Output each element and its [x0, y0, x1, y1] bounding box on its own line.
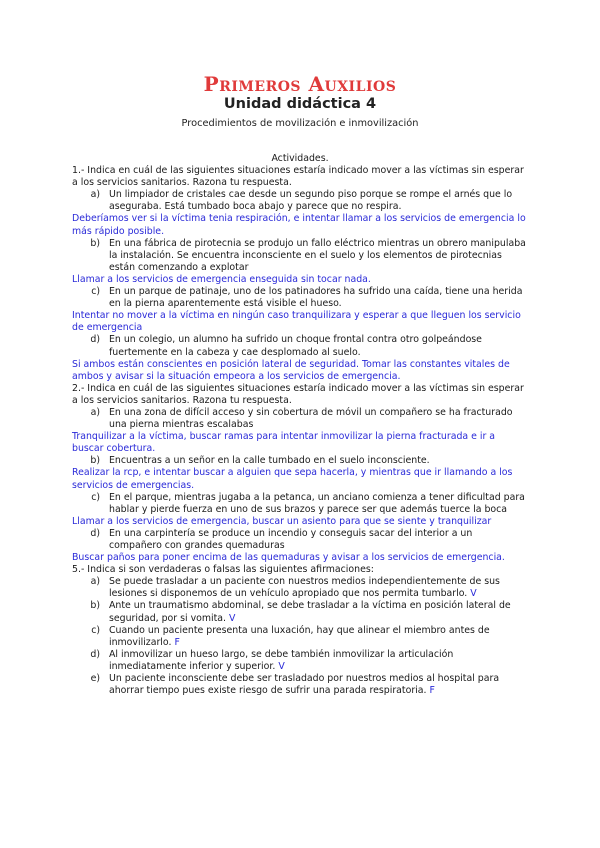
q2-item-a [72, 407, 528, 431]
q5-item-b [72, 600, 528, 624]
question-5: 5.- Indica si son verdaderas o falsas las siguientes afirmaciones: [72, 564, 374, 576]
q5-item-c [72, 625, 528, 649]
item-label: e) [90, 673, 100, 685]
q5-item-e [72, 673, 528, 697]
q2-answer-d: Buscar paños para poner encima de las quemaduras y avisar a los servicios de emergencia. [72, 552, 505, 564]
item-text: Se puede trasladar a un paciente con nuestros medios independientemente de sus lesiones si disponemos de un vehículo apropiado que nos permita tumbarlo. [109, 576, 500, 600]
q2-item-d [72, 528, 528, 552]
q1-item-b [72, 238, 528, 274]
q2-item-c [72, 492, 528, 516]
q1-answer-d: Si ambos están conscientes en posición lateral de seguridad. Tomar las constantes vitales de ambos y avisar si la situación empeora a los servicios de emergencia. [72, 358, 510, 382]
activities-title: Actividades. [271, 153, 329, 164]
q2-answer-a: Tranquilizar a la víctima, buscar ramas para intentar inmovilizar la pierna fracturada e ir a buscar cobertura. [72, 431, 496, 455]
q5-item-a [72, 576, 528, 600]
question-2: 2.- Indica en cuál de las siguientes situaciones estaría indicado mover a las víctimas sin esperar a los servicios sanitarios. Razona tu respuesta. [72, 382, 524, 406]
true-false-answer: F [174, 636, 180, 648]
item-label: a) [90, 189, 100, 201]
item-text: En una carpintería se produce un incendio y conseguis sacar del interior a un compañero con grandes quemaduras [109, 527, 473, 551]
item-label: c) [91, 286, 100, 298]
item-label: a) [90, 406, 100, 418]
q1-item-a [72, 189, 528, 213]
item-label: c) [91, 624, 100, 636]
document-subtitle: Unidad didáctica 4 [223, 96, 377, 112]
document-description: Procedimientos de movilización e inmovilización [181, 118, 419, 129]
item-label: d) [90, 648, 100, 660]
item-text: En una fábrica de pirotecnia se produjo un fallo eléctrico mientras un obrero manipulaba la instalación. Se encuentra inconsciente en el suelo y los elementos de pirotecnias están comenzando a explotar [109, 237, 526, 273]
q2-answer-b: Realizar la rcp, e intentar buscar a alguien que sepa hacerla, y mientras que ir llamando a los servicios de emergencias. [72, 467, 513, 491]
item-text: En un colegio, un alumno ha sufrido un choque frontal contra otro golpeándose fuertemente en la cabeza y cae desplomado al suelo. [109, 334, 482, 358]
item-label: d) [90, 527, 100, 539]
true-false-answer: V [229, 612, 236, 624]
item-text: Ante un traumatismo abdominal, se debe trasladar a la víctima en posición lateral de seguridad, por si vomita. [109, 600, 511, 624]
q1-answer-c: Intentar no mover a la víctima en ningún caso tranquilizara y esperar a que lleguen los servicio de emergencia [72, 310, 521, 334]
item-label: b) [90, 455, 100, 467]
question-1: 1.- Indica en cuál de las siguientes situaciones estaría indicado mover a las víctimas sin esperar a los servicios sanitarios. Razona tu respuesta. [72, 165, 524, 189]
item-label: b) [90, 237, 100, 249]
document-title: Primeros Auxilios [203, 72, 397, 96]
q1-item-c [72, 286, 528, 310]
item-text: Encuentras a un señor en la calle tumbado en el suelo inconsciente. [109, 455, 430, 467]
item-label: c) [91, 491, 100, 503]
item-text: Un limpiador de cristales cae desde un segundo piso porque se rompe el arnés que lo aseguraba. Está tumbado boca abajo y parece que no respira. [109, 189, 513, 213]
item-text: Cuando un paciente presenta una luxación, hay que alinear el miembro antes de inmovilizarlo. [109, 624, 490, 648]
item-text: Al inmovilizar un hueso largo, se debe también inmovilizar la articulación inmediatamente inferior y superior. [109, 648, 454, 672]
item-text: Un paciente inconsciente debe ser trasladado por nuestros medios al hospital para ahorrar tiempo pues existe riesgo de sufrir una parada respiratoria. [109, 673, 500, 697]
q1-answer-b: Llamar a los servicios de emergencia enseguida sin tocar nada. [72, 273, 371, 285]
item-label: a) [90, 576, 100, 588]
item-label: d) [90, 334, 100, 346]
item-text: En una zona de difícil acceso y sin cobertura de móvil un compañero se ha fracturado una pierna mientras escalabas [109, 406, 513, 431]
q2-item-b [72, 455, 528, 467]
true-false-answer: F [429, 685, 435, 697]
item-label: b) [90, 600, 100, 612]
q2-answer-c: Llamar a los servicios de emergencia, buscar un asiento para que se siente y tranquilizar [72, 515, 492, 527]
true-false-answer: V [278, 660, 285, 672]
q5-item-d [72, 649, 528, 673]
q1-item-d [72, 334, 528, 358]
document-body [72, 153, 528, 697]
item-text: En el parque, mientras jugaba a la petanca, un anciano comienza a tener dificultad para hablar y pierde fuerza en uno de sus brazos y parece ser que además tuerce la boca [109, 491, 525, 515]
item-text: En un parque de patinaje, uno de los patinadores ha sufrido una caída, tiene una herida en la pierna aparentemente está visible el hueso. [109, 286, 523, 310]
true-false-answer: V [470, 588, 477, 600]
q1-answer-a: Deberíamos ver si la víctima tenia respiración, e intentar llamar a los servicios de emergencia lo más rápido posible. [72, 213, 526, 237]
